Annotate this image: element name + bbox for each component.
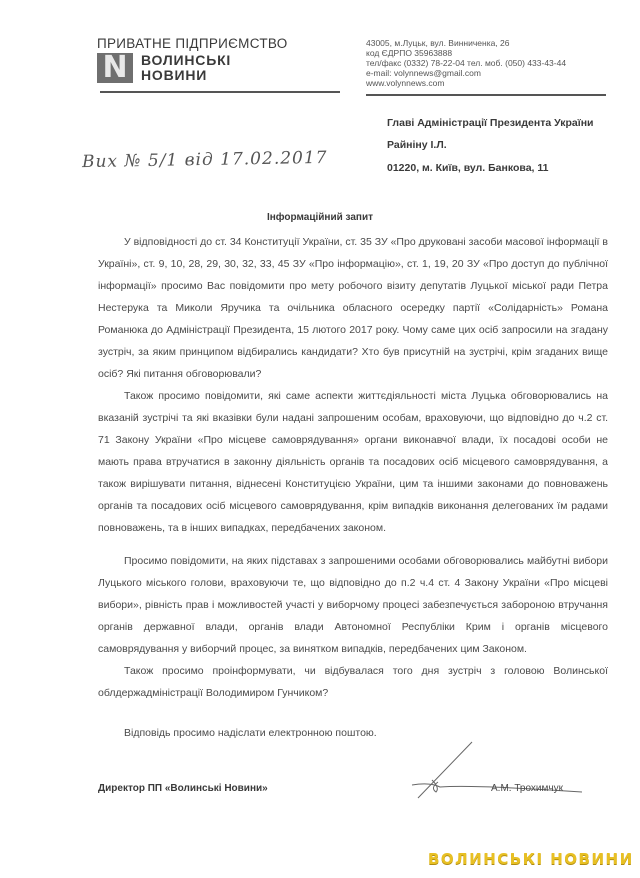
logo-icon xyxy=(97,50,133,85)
body-paragraph-3 xyxy=(98,550,608,660)
signatory-name: А.М. Трохимчук xyxy=(491,783,563,794)
logo-letter: N xyxy=(102,50,128,85)
recipient-address: 01220, м. Київ, вул. Банкова, 11 xyxy=(387,162,549,174)
header-divider-left xyxy=(100,91,340,93)
paragraph-text: У відповідності до ст. 34 Конституції України, ст. 35 ЗУ «Про друковані засоби масової інформації в Україні», ст. 9, 10, 28, 29, 30, 32, 33, 45 ЗУ «Про інформацію», ст. 1, 19, 20 ЗУ «Про доступ до публічної інформації» просимо Вас повідомити про мету робочого візиту депутатів Луцької міської ради Петра Нестерука та Миколи Яручика та очільника обласного осередку партії «Солідарність» Романа Романюка до Адміністрації Президента, 15 лютого 2017 року. Чому саме цих осіб запросили на згадану зустріч, за яким принципом відбирались кандидати? Хто був присутній на зустрічі, крім згаданих вище осіб? Які питання обговорювали? xyxy=(98,236,608,380)
contact-website[interactable]: www.volynnews.com xyxy=(366,78,445,88)
paragraph-text: Також просимо проінформувати, чи відбувалася того дня зустріч з головою Волинської облдержадміністрації Володимиром Гунчиком? xyxy=(98,665,608,699)
body-paragraph-1 xyxy=(98,231,608,385)
signatory-title: Директор ПП «Волинські Новини» xyxy=(98,783,268,794)
contact-email[interactable]: e-mail: volynnews@gmail.com xyxy=(366,68,481,78)
handwritten-signature-icon xyxy=(410,730,590,810)
contact-address: 43005, м.Луцьк, вул. Винниченка, 26 xyxy=(366,38,510,48)
footer-watermark: ВОЛИНСЬКІ НОВИНИ xyxy=(428,850,634,868)
recipient-position: Главі Адміністрації Президента України xyxy=(387,117,594,129)
brand-name-line2: НОВИНИ xyxy=(141,67,208,83)
contact-code: код ЄДРПО 35963888 xyxy=(366,48,453,58)
company-type: ПРИВАТНЕ ПІДПРИЄМСТВО xyxy=(97,36,288,51)
body-paragraph-4 xyxy=(98,660,608,704)
paragraph-text: Відповідь просимо надіслати електронною поштою. xyxy=(124,727,377,739)
header-divider-right xyxy=(366,94,606,96)
body-paragraph-2 xyxy=(98,385,608,539)
contact-phone: тел/факс (0332) 78-22-04 тел. моб. (050) 433-43-44 xyxy=(366,58,567,68)
brand-name-line1: ВОЛИНСЬКІ xyxy=(141,52,232,68)
paragraph-text: Просимо повідомити, на яких підставах з запрошеними особами обговорювались майбутні вибори Луцького міського голови, враховуючи те, що відповідно до п.2 ч.4 ст. 4 Закону України «Про місцеві вибори», рівність прав і можливостей участі у виборчому процесі забезпечується забороною втручання органів державної влади, органів влади Автономної Республіки Крим і органів місцевого самоврядування у виборчий процес, за винятком випадків, передбачених цим Законом. xyxy=(98,555,608,655)
contact-block xyxy=(366,38,566,88)
paragraph-text: Також просимо повідомити, які саме аспекти життєдіяльності міста Луцька обговорювались на вказаній зустрічі та які вказівки були надані запрошеним особам, враховуючи, що відповідно до ч.2 ст. 71 Закону України «Про місцеве самоврядування» органи виконавчої влади, їх посадові особи не мають права втручатися в законну діяльність органів та посадових осіб місцевого самоврядування, а також вирішувати питання, віднесені Конституцією України, цим та іншими законами до повноважень органів та посадових осіб місцевого самоврядування, крім випадків виконання делегованих їм радами повноважень, та в інших випадках, передбачених законом. xyxy=(98,390,608,534)
handwritten-registration-note: Вих № 5/1 від 17.02.2017 xyxy=(81,147,328,173)
document-title: Інформаційний запит xyxy=(266,212,374,223)
recipient-name: Райніну І.Л. xyxy=(387,139,447,151)
